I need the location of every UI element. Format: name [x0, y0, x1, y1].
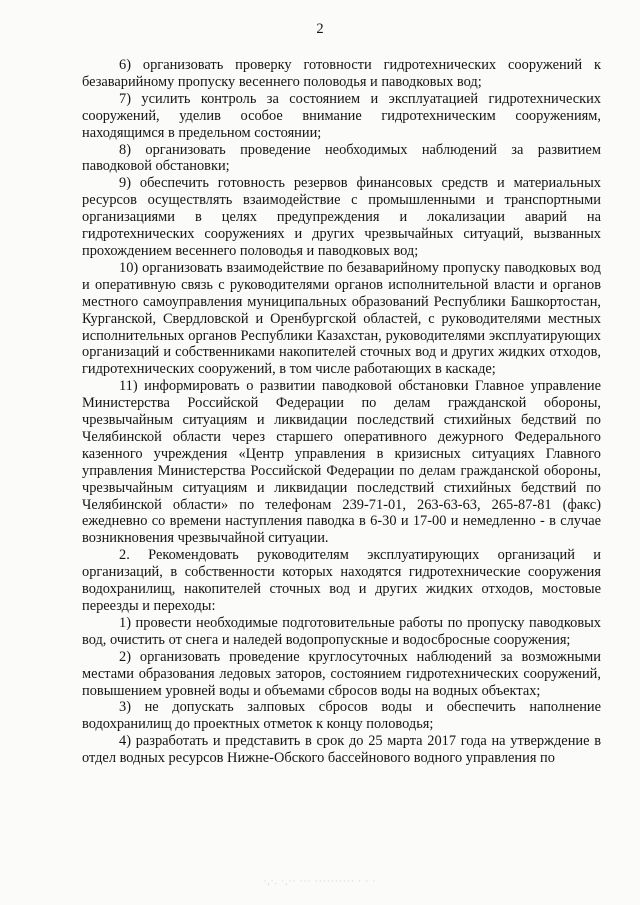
paragraph-6: 6) организовать проверку готовности гидротехнических сооружений к безаварийному пропуску весеннего половодья и паводковых вод; [82, 57, 601, 90]
paragraph-10: 10) организовать взаимодействие по безаварийному пропуску паводковых вод и оперативную связь с руководителями органов исполнительной власти и органов местного самоуправления муниципальных образований Республики Башкортостан, Курганской, Свердловской и Оренбургской областей, с руководителями местных исполнительных органов Республики Казахстан, руководителями эксплуатирующих организаций и собственниками накопителей сточных вод и других жидких отходов, гидротехнических сооружений, в том числе работающих в каскаде; [82, 259, 601, 378]
document-body [82, 57, 601, 767]
page-number: 2 [316, 21, 324, 37]
paragraph-7: 7) усилить контроль за состоянием и эксплуатацией гидротехнических сооружений, уделив особое внимание гидротехническим сооружениям, находящимся в предельном состоянии; [82, 90, 601, 141]
paragraph-8: 8) организовать проведение необходимых наблюдений за развитием паводковой обстановки; [82, 141, 601, 175]
section-2-item-1: 1) провести необходимые подготовительные работы по пропуску паводковых вод, очистить от снега и наледей водопропускные и водосбросные сооружения; [82, 614, 601, 648]
paragraph-11: 11) информировать о развитии паводковой обстановки Главное управление Министерства Российской Федерации по делам гражданской обороны, чрезвычайным ситуациям и ликвидации последствий стихийных бедствий по Челябинской области через старшего оперативного дежурного Федерального казенного учреждения «Центр управления в кризисных ситуациях Главного управления Министерства Российской Федерации по делам гражданской обороны, чрезвычайным ситуациям и ликвидации последствий стихийных бедствий по Челябинской области» по телефонам 239-71-01, 263-63-63, 265-87-81 (факс) ежедневно со времени наступления паводка в 6-30 и 17-00 и немедленно - в случае возникновения чрезвычайной ситуации. [82, 378, 601, 547]
faded-footer-text: ·,·. ·,·· ··· ·········· · · · [263, 876, 377, 886]
section-2-item-2: 2) организовать проведение круглосуточных наблюдений за возможными местами образования ледовых заторов, состоянием гидротехнических сооружений, повышением уровней воды и объемами сбросов воды на водных объектах; [82, 648, 601, 699]
paragraph-9: 9) обеспечить готовность резервов финансовых средств и материальных ресурсов осуществлять взаимодействие с промышленными и транспортными организациями в целях предупреждения и локализации аварий на гидротехнических сооружениях и других чрезвычайных ситуаций, вызванных прохождением весеннего половодья и паводковых вод; [82, 175, 601, 259]
section-2-item-3: 3) не допускать залповых сбросов воды и обеспечить наполнение водохранилищ до проектных отметок к концу половодья; [82, 699, 601, 733]
section-2-heading: 2. Рекомендовать руководителям эксплуатирующих организаций и организаций, в собственности которых находятся гидротехнические сооружения водохранилищ, накопителей сточных вод и других жидких отходов, мостовые переезды и переходы: [82, 547, 601, 614]
section-2-item-4: 4) разработать и представить в срок до 25 марта 2017 года на утверждение в отдел водных ресурсов Нижне-Обского бассейнового водного управления по [82, 733, 601, 767]
